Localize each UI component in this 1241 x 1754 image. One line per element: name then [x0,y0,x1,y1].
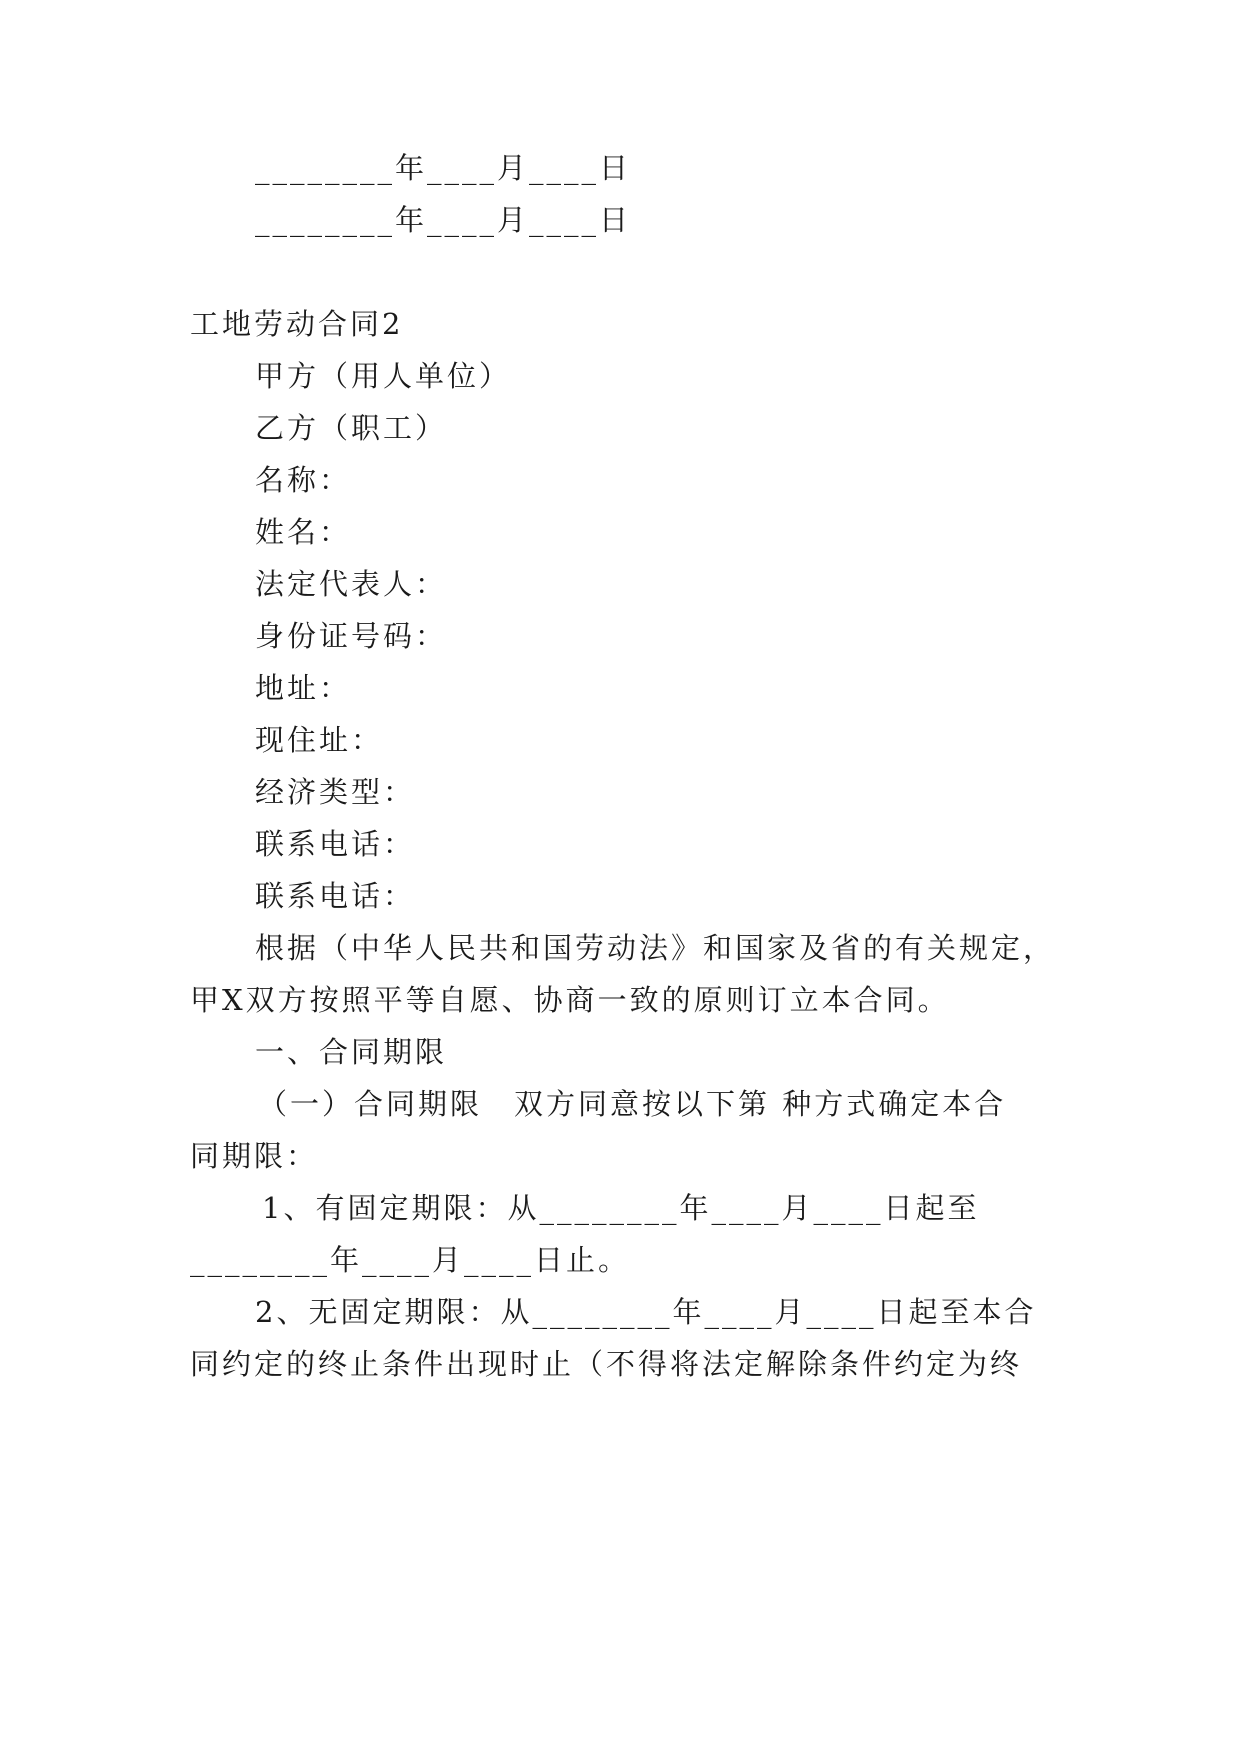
item-2-line-1: 2、无固定期限：从________年____月____日起至本合 [255,1295,1037,1329]
field-name: 名称： [255,463,352,497]
date-line-2: ________年____月____日 [255,203,632,237]
clause-1-line-1: （一）合同期限 双方同意按以下第 种方式确定本合 [258,1087,1007,1121]
field-economic-type: 经济类型： [255,775,416,809]
date-line-1: ________年____月____日 [255,151,632,185]
field-person-name: 姓名： [255,515,352,549]
field-id-number: 身份证号码： [255,619,448,653]
intro-paragraph-line-2: 甲X双方按照平等自愿、协商一致的原则订立本合同。 [190,983,950,1017]
clause-1-line-2: 同期限： [190,1139,319,1173]
party-b-label: 乙方（职工） [255,411,448,445]
section-heading-contract-term: 一、合同期限 [255,1035,448,1069]
field-current-address: 现住址： [255,723,384,757]
item-1-line-1: 1、有固定期限：从________年____月____日起至 [262,1191,980,1225]
party-a-label: 甲方（用人单位） [255,359,512,393]
field-phone-b: 联系电话： [255,879,416,913]
field-address: 地址： [255,671,352,705]
item-2-line-2: 同约定的终止条件出现时止（不得将法定解除条件约定为终 [190,1347,1023,1381]
item-1-line-2: ________年____月____日止。 [190,1243,631,1277]
document-title: 工地劳动合同2 [190,307,404,341]
field-phone-a: 联系电话： [255,827,416,861]
field-legal-representative: 法定代表人： [255,567,448,601]
intro-paragraph-line-1: 根据（中华人民共和国劳动法》和国家及省的有关规定， [255,931,1056,965]
